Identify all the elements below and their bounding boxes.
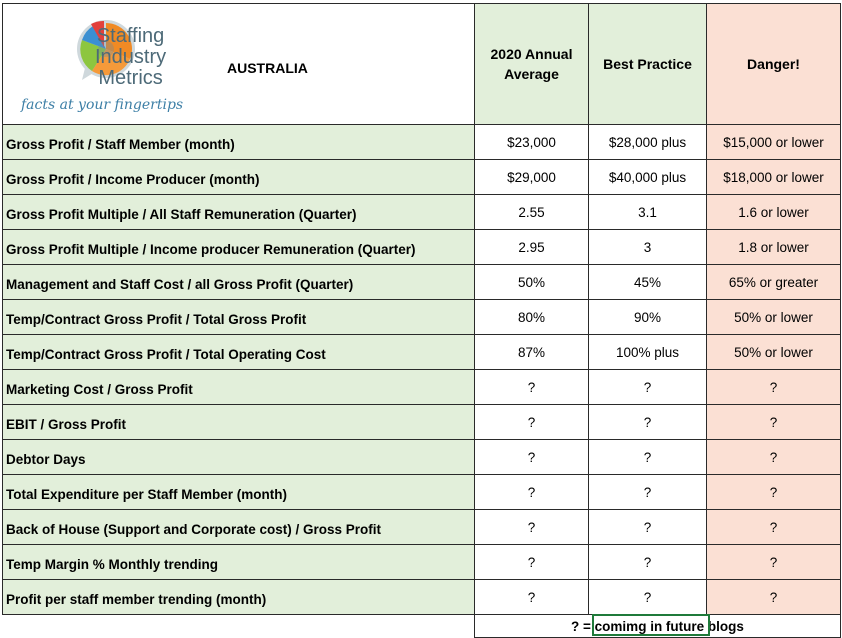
best-practice-cell[interactable]: ?: [589, 545, 707, 580]
table-row: [3, 265, 841, 300]
danger-cell[interactable]: ?: [707, 440, 841, 475]
best-practice-cell[interactable]: ?: [589, 510, 707, 545]
metric-cell[interactable]: Profit per staff member trending (month): [3, 580, 475, 615]
metric-cell[interactable]: EBIT / Gross Profit: [3, 405, 475, 440]
table-row: [3, 300, 841, 335]
average-cell[interactable]: 50%: [475, 265, 589, 300]
metrics-sheet: [2, 3, 841, 638]
danger-cell[interactable]: ?: [707, 475, 841, 510]
company-logo: [17, 18, 197, 118]
table-row: [3, 405, 841, 440]
table-row: [3, 370, 841, 405]
danger-cell[interactable]: ?: [707, 405, 841, 440]
danger-cell[interactable]: 1.8 or lower: [707, 230, 841, 265]
table-row: [3, 125, 841, 160]
metric-cell[interactable]: Total Expenditure per Staff Member (month): [3, 475, 475, 510]
danger-cell[interactable]: $18,000 or lower: [707, 160, 841, 195]
best-practice-cell[interactable]: ?: [589, 405, 707, 440]
metrics-table: [2, 3, 841, 638]
table-row: [3, 230, 841, 265]
danger-cell[interactable]: ?: [707, 580, 841, 615]
metric-cell[interactable]: Temp/Contract Gross Profit / Total Operating Cost: [3, 335, 475, 370]
average-cell[interactable]: ?: [475, 580, 589, 615]
best-practice-cell[interactable]: ?: [589, 580, 707, 615]
header-best-practice[interactable]: Best Practice: [589, 4, 707, 125]
best-practice-cell[interactable]: 90%: [589, 300, 707, 335]
average-cell[interactable]: 87%: [475, 335, 589, 370]
average-cell[interactable]: ?: [475, 440, 589, 475]
danger-cell[interactable]: ?: [707, 510, 841, 545]
best-practice-cell[interactable]: ?: [589, 475, 707, 510]
danger-cell[interactable]: 65% or greater: [707, 265, 841, 300]
metric-cell[interactable]: Gross Profit Multiple / All Staff Remuneration (Quarter): [3, 195, 475, 230]
metric-cell[interactable]: Temp/Contract Gross Profit / Total Gross Profit: [3, 300, 475, 335]
metric-cell[interactable]: Temp Margin % Monthly trending: [3, 545, 475, 580]
best-practice-cell[interactable]: ?: [589, 440, 707, 475]
brand-line-2: Industry: [95, 46, 167, 68]
metric-cell[interactable]: Gross Profit Multiple / Income producer Remuneration (Quarter): [3, 230, 475, 265]
danger-cell[interactable]: 1.6 or lower: [707, 195, 841, 230]
best-practice-cell[interactable]: $28,000 plus: [589, 125, 707, 160]
danger-cell[interactable]: $15,000 or lower: [707, 125, 841, 160]
best-practice-cell[interactable]: 45%: [589, 265, 707, 300]
empty-cell: [3, 615, 475, 638]
best-practice-cell[interactable]: $40,000 plus: [589, 160, 707, 195]
danger-cell[interactable]: 50% or lower: [707, 335, 841, 370]
best-practice-cell[interactable]: 3.1: [589, 195, 707, 230]
header-danger[interactable]: Danger!: [707, 4, 841, 125]
logo-brand-text: [95, 26, 166, 89]
best-practice-cell[interactable]: 3: [589, 230, 707, 265]
average-cell[interactable]: ?: [475, 475, 589, 510]
metric-cell[interactable]: Gross Profit / Income Producer (month): [3, 160, 475, 195]
best-practice-cell[interactable]: 100% plus: [589, 335, 707, 370]
metric-cell[interactable]: Debtor Days: [3, 440, 475, 475]
table-row: [3, 335, 841, 370]
logo-cell[interactable]: [3, 4, 475, 125]
metric-cell[interactable]: Back of House (Support and Corporate cost) / Gross Profit: [3, 510, 475, 545]
average-cell[interactable]: ?: [475, 370, 589, 405]
footnote-text: ? = comimg in future blogs: [571, 618, 744, 634]
brand-line-1: Staffing: [96, 25, 165, 47]
table-row: [3, 475, 841, 510]
metric-cell[interactable]: Gross Profit / Staff Member (month): [3, 125, 475, 160]
best-practice-cell[interactable]: ?: [589, 370, 707, 405]
danger-cell[interactable]: ?: [707, 370, 841, 405]
average-cell[interactable]: $23,000: [475, 125, 589, 160]
table-row: [3, 195, 841, 230]
table-row: [3, 440, 841, 475]
average-cell[interactable]: 2.95: [475, 230, 589, 265]
table-row: [3, 580, 841, 615]
metric-cell[interactable]: Marketing Cost / Gross Profit: [3, 370, 475, 405]
brand-line-3: Metrics: [98, 67, 163, 89]
footnote-row: [3, 615, 841, 638]
header-annual-line-1: 2020 Annual: [490, 46, 573, 62]
average-cell[interactable]: 2.55: [475, 195, 589, 230]
average-cell[interactable]: 80%: [475, 300, 589, 335]
table-row: [3, 545, 841, 580]
header-annual-average[interactable]: [475, 4, 589, 125]
average-cell[interactable]: ?: [475, 545, 589, 580]
logo-tagline: facts at your fingertips: [21, 97, 184, 113]
table-row: [3, 510, 841, 545]
average-cell[interactable]: $29,000: [475, 160, 589, 195]
average-cell[interactable]: ?: [475, 405, 589, 440]
danger-cell[interactable]: 50% or lower: [707, 300, 841, 335]
metric-cell[interactable]: Management and Staff Cost / all Gross Profit (Quarter): [3, 265, 475, 300]
table-row: [3, 160, 841, 195]
danger-cell[interactable]: ?: [707, 545, 841, 580]
average-cell[interactable]: ?: [475, 510, 589, 545]
footnote-cell[interactable]: [475, 615, 841, 638]
header-row: [3, 4, 841, 125]
header-annual-line-2: Average: [504, 66, 559, 82]
region-label: AUSTRALIA: [227, 60, 308, 76]
